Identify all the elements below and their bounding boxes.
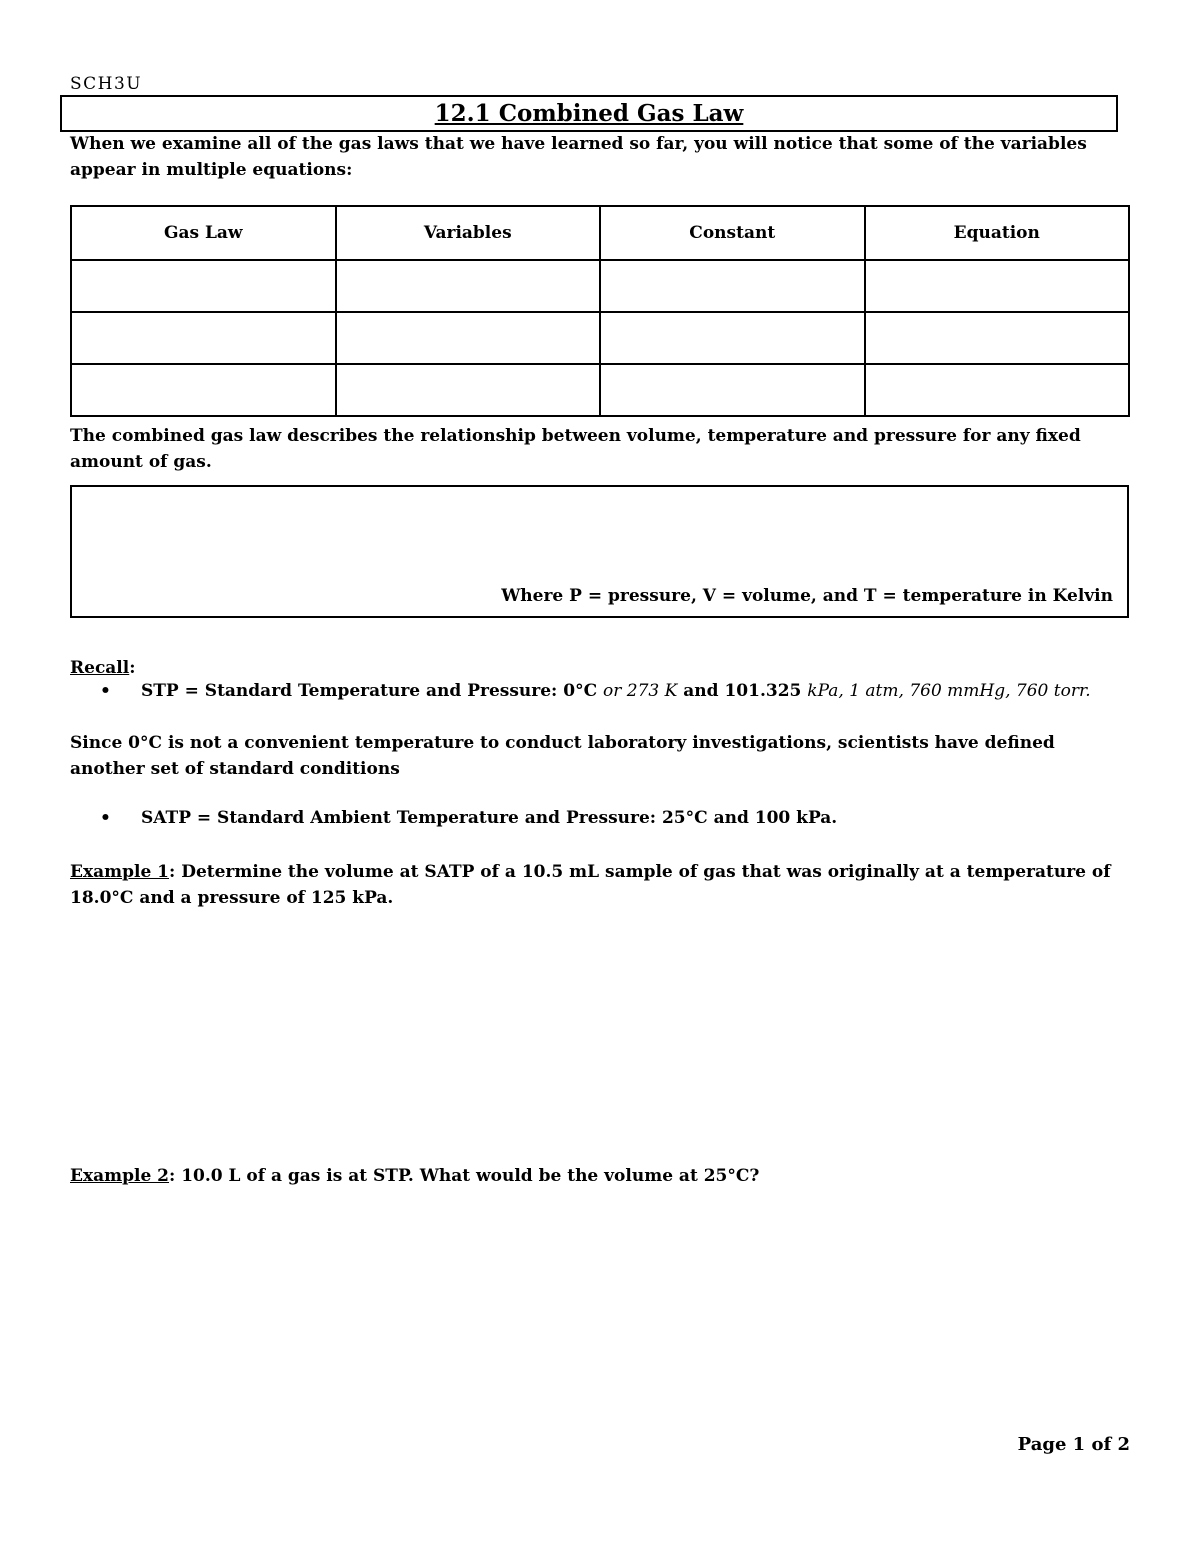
column-header-variables: Variables [336,206,601,260]
table-row [71,260,1129,312]
course-code: SCH3U [70,74,143,94]
table-cell [336,364,601,416]
column-header-gas-law: Gas Law [71,206,336,260]
table-cell [600,312,865,364]
page-number: Page 1 of 2 [1017,1434,1130,1455]
stp-and: and 101.325 [683,681,802,701]
gas-law-table [70,205,1130,417]
table-header-row [71,206,1129,260]
table-cell [865,260,1130,312]
table-cell [865,364,1130,416]
equation-caption: Where P = pressure, V = volume, and T = temperature in Kelvin [501,586,1113,606]
column-header-equation: Equation [865,206,1130,260]
table-row [71,312,1129,364]
bullet-icon: • [100,681,111,701]
recall-label: Recall [70,658,130,678]
equation-box [70,485,1129,618]
table-cell [600,364,865,416]
table-row [71,364,1129,416]
intro-paragraph: When we examine all of the gas laws that we have learned so far, you will notice that some of the variables appear in multiple equations: [70,134,1087,180]
satp-definition: SATP = Standard Ambient Temperature and Pressure: 25°C and 100 kPa. [141,808,838,828]
example-2-label: Example 2 [70,1166,170,1186]
example-1 [70,859,1130,911]
example-2-text: : 10.0 L of a gas is at STP. What would be the volume at 25°C? [169,1166,760,1186]
combined-gas-law-description: The combined gas law describes the relationship between volume, temperature and pressure for any fixed amount of gas. [70,426,1081,472]
stp-units: kPa, 1 atm, 760 mmHg, 760 torr. [807,681,1091,701]
table-cell [865,312,1130,364]
bullet-icon: • [100,808,111,828]
example-2 [70,1163,1130,1189]
stp-kelvin: or 273 K [603,681,678,701]
table-cell [336,260,601,312]
table-cell [71,260,336,312]
since-paragraph: Since 0°C is not a convenient temperature to conduct laboratory investigations, scientists have defined another set of standard conditions [70,733,1055,779]
stp-definition [141,681,1131,701]
page-title: 12.1 Combined Gas Law [434,100,744,127]
table-cell [71,364,336,416]
table-cell [71,312,336,364]
stp-text: STP = Standard Temperature and Pressure: 0°C [141,681,598,701]
recall-colon: : [129,658,136,678]
title-box [60,95,1118,132]
table-cell [600,260,865,312]
column-header-constant: Constant [600,206,865,260]
recall-heading [70,655,1130,681]
example-1-label: Example 1 [70,862,170,882]
example-1-text: : Determine the volume at SATP of a 10.5 mL sample of gas that was originally at a temperature of 18.0°C and a pressure of 125 kPa. [70,862,1111,908]
table-cell [336,312,601,364]
